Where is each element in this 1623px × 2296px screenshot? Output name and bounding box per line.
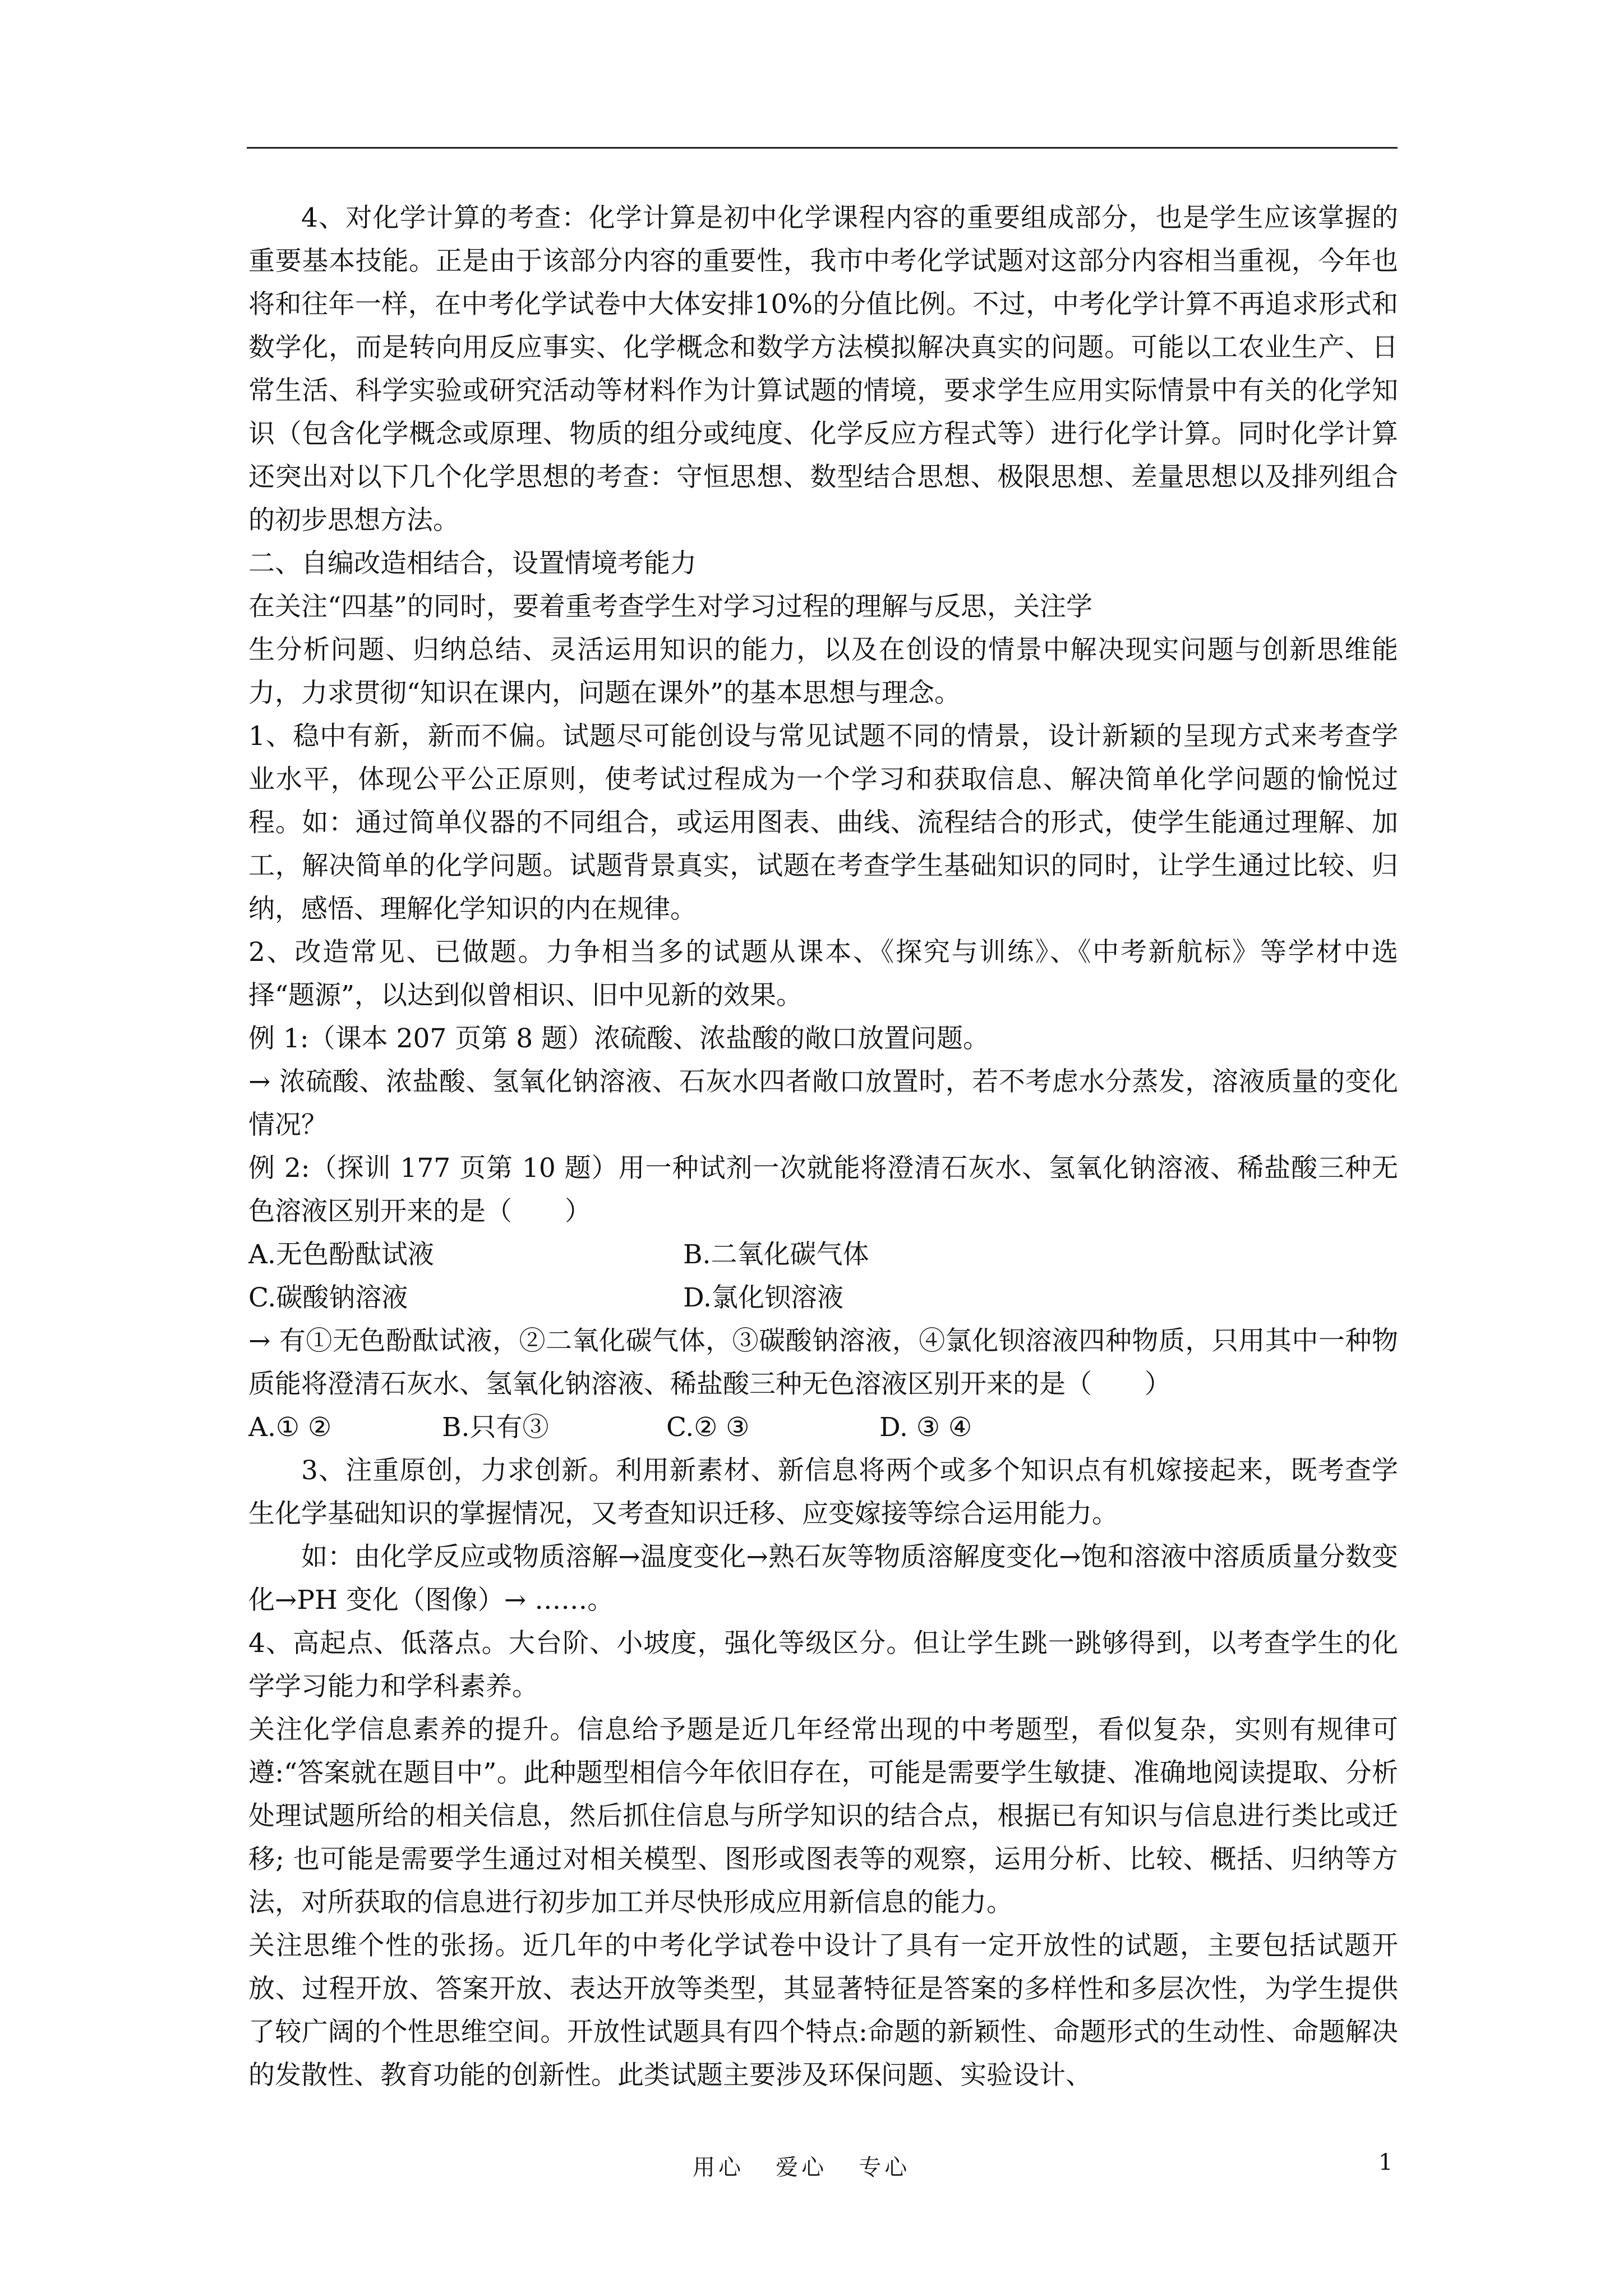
page-number: 1: [1378, 2150, 1393, 2175]
footer-motto: 用心 爱心 专心: [693, 2155, 911, 2180]
paragraphs-before: [248, 196, 1398, 1233]
paragraph-p7: 例 1:（课本 207 页第 8 题）浓硫酸、浓盐酸的敞口放置问题。: [248, 1023, 990, 1054]
paragraphs-after: [248, 1449, 1398, 2097]
paragraph-p11: 3、注重原创，力求创新。利用新素材、新信息将两个或多个知识点有机嫁接起来，既考查学生化学基础知识的掌握情况，又考查知识迁移、应变嫁接等综合运用能力。: [248, 1455, 1398, 1529]
paragraph-p8: → 浓硫酸、浓盐酸、氢氧化钠溶液、石灰水四者敞口放置时，若不考虑水分蒸发，溶液质量的变化情况？: [248, 1066, 1398, 1140]
document-body: [248, 196, 1398, 2097]
example2-options-row-1: [248, 1233, 1398, 1276]
header-rule: [247, 147, 1398, 149]
variant-option-d: D. ③ ④: [879, 1412, 972, 1443]
paragraph-p12: 如：由化学反应或物质溶解→温度变化→熟石灰等物质溶解度变化→饱和溶液中溶质质量分数变化→PH 变化（图像）→ ……。: [248, 1542, 1398, 1616]
option-d: D.氯化钡溶液: [683, 1282, 843, 1313]
paragraph-p6: 2、改造常见、已做题。力争相当多的试题从课本、《探究与训练》、《中考新航标》等学材中选择“题源”，以达到似曾相识、旧中见新的效果。: [248, 937, 1398, 1011]
example2-variant-options: [248, 1406, 1398, 1449]
paragraph-p3: 在关注“四基”的同时，要着重考查学生对学习过程的理解与反思，关注学: [248, 591, 1093, 622]
paragraph-p15: 关注思维个性的张扬。近几年的中考化学试卷中设计了具有一定开放性的试题，主要包括试题开放、过程开放、答案开放、表达开放等类型，其显著特征是答案的多样性和多层次性，为学生提供了较广阔的个性思维空间。开放性试题具有四个特点:命题的新颖性、命题形式的生动性、命题解决的发散性、教育功能的创新性。此类试题主要涉及环保问题、实验设计、: [248, 1930, 1398, 2091]
paragraph-p9: 例 2:（探训 177 页第 10 题）用一种试剂一次就能将澄清石灰水、氢氧化钠溶液、稀盐酸三种无色溶液区别开来的是（ ）: [248, 1153, 1398, 1227]
example2-options-row-2: [248, 1276, 1398, 1319]
paragraph-p2: 二、自编改造相结合，设置情境考能力: [248, 548, 697, 579]
variant-option-b: B.只有③: [442, 1412, 549, 1443]
option-c: C.碳酸钠溶液: [248, 1282, 408, 1313]
paragraph-p5: 1、稳中有新，新而不偏。试题尽可能创设与常见试题不同的情景，设计新颖的呈现方式来考查学业水平，体现公平公正原则，使考试过程成为一个学习和获取信息、解决简单化学问题的愉悦过程。如：通过简单仪器的不同组合，或运用图表、曲线、流程结合的形式，使学生能通过理解、加工，解决简单的化学问题。试题背景真实，试题在考查学生基础知识的同时，让学生通过比较、归纳，感悟、理解化学知识的内在规律。: [248, 721, 1398, 924]
paragraph-p1: 4、对化学计算的考查：化学计算是初中化学课程内容的重要组成部分，也是学生应该掌握的重要基本技能。正是由于该部分内容的重要性，我市中考化学试题对这部分内容相当重视，今年也将和往年一样，在中考化学试卷中大体安排10%的分值比例。不过，中考化学计算不再追求形式和数学化，而是转向用反应事实、化学概念和数学方法模拟解决真实的问题。可能以工农业生产、日常生活、科学实验或研究活动等材料作为计算试题的情境，要求学生应用实际情景中有关的化学知识（包含化学概念或原理、物质的组分或纯度、化学反应方程式等）进行化学计算。同时化学计算还突出对以下几个化学思想的考查：守恒思想、数型结合思想、极限思想、差量思想以及排列组合的初步思想方法。: [248, 203, 1398, 536]
paragraph-p13: 4、高起点、低落点。大台阶、小坡度，强化等级区分。但让学生跳一跳够得到，以考查学生的化学学习能力和学科素养。: [248, 1628, 1398, 1702]
option-b: B.二氧化碳气体: [683, 1239, 869, 1270]
paragraph-p14: 关注化学信息素养的提升。信息给予题是近几年经常出现的中考题型，看似复杂，实则有规律可遵:“答案就在题目中”。此种题型相信今年依旧存在，可能是需要学生敏捷、准确地阅读提取、分析处理试题所给的相关信息，然后抓住信息与所学知识的结合点，根据已有知识与信息进行类比或迁移; 也可能是需要学生通过对相关模型、图形或图表等的观察，运用分析、比较、概括、归纳等方法，对所获取的信息进行初步加工并尽快形成应用新信息的能力。: [248, 1714, 1398, 1918]
paragraph-p4: 生分析问题、归纳总结、灵活运用知识的能力，以及在创设的情景中解决现实问题与创新思维能力，力求贯彻“知识在课内，问题在课外”的基本思想与理念。: [248, 634, 1398, 708]
option-a: A.无色酚酞试液: [248, 1239, 434, 1270]
variant-option-a: A.① ②: [248, 1412, 332, 1443]
variant-option-c: C.② ③: [666, 1412, 750, 1443]
paragraph-variant-question: → 有①无色酚酞试液，②二氧化碳气体，③碳酸钠溶液，④氯化钡溶液四种物质，只用其中一种物质能将澄清石灰水、氢氧化钠溶液、稀盐酸三种无色溶液区别开来的是（ ）: [248, 1326, 1398, 1400]
